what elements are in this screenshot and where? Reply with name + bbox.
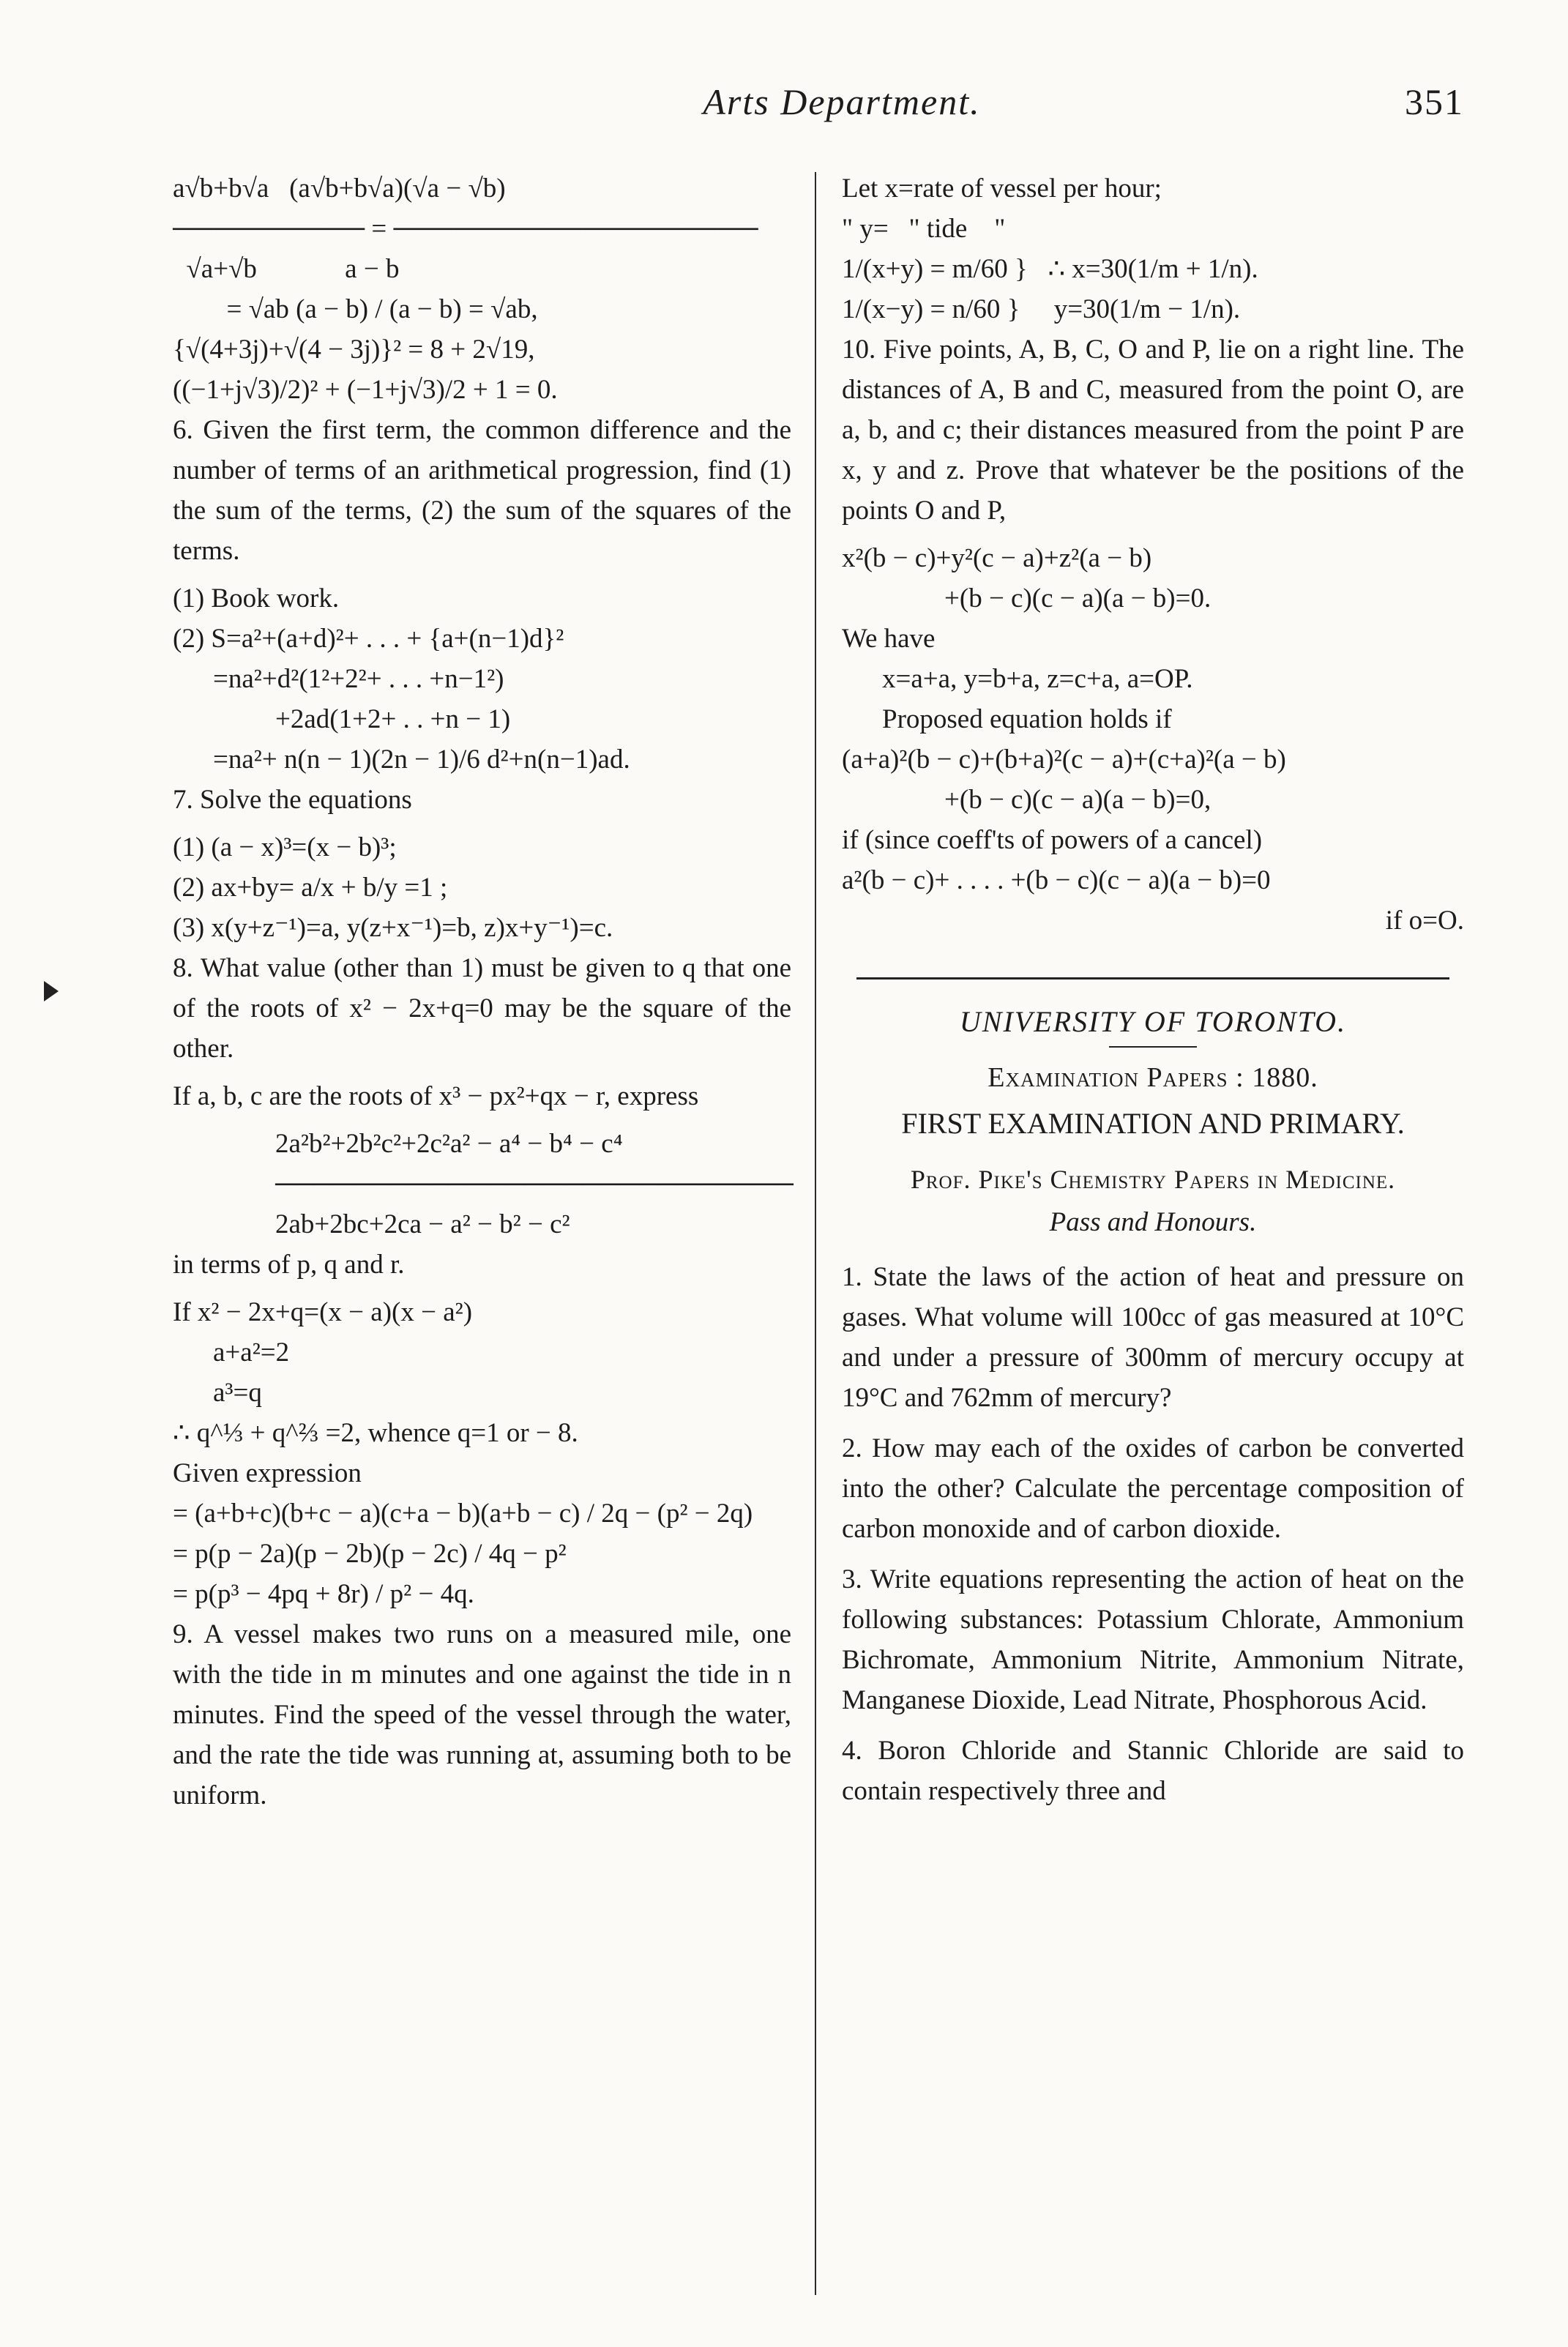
text-paragraph: 6. Given the first term, the common difference and the number of terms of an arithmetical progression, find (1) the sum of the terms, (2) the sum of the squares of the terms. [173,415,791,566]
equation-line: x=a+a, y=b+a, z=c+a, a=OP. [882,664,1193,694]
subject-heading: Prof. Pike's Chemistry Papers in Medicine. [910,1165,1396,1194]
equation-line: a²(b − c)+ . . . . +(b − c)(c − a)(a − b)=0 [842,865,1271,895]
equation-line: ────────── = ─────────────────── [173,214,758,244]
equation-line: 1/(x+y) = m/60 } ∴ x=30(1/m + 1/n). [842,254,1258,284]
text-paragraph: If a, b, c are the roots of x³ − px²+qx − r, express [173,1081,699,1111]
margin-marker-icon [44,981,59,1001]
equation-line: 1/(x−y) = n/60 } y=30(1/m − 1/n). [842,294,1241,324]
equation-line: {√(4+3j)+√(4 − 3j)}² = 8 + 2√19, [173,335,535,365]
exam-question: 1. State the laws of the action of heat and pressure on gases. What volume will 100cc of gas measured at 10°C and under a pressure of 300mm of mercury occupy at 19°C and 762mm of mercury? [842,1262,1464,1413]
equation-line: Given expression [173,1458,362,1488]
equation-line: x²(b − c)+y²(c − a)+z²(a − b) [842,543,1152,573]
equation-line: +2ad(1+2+ . . +n − 1) [275,704,511,734]
equation-line: a√b+b√a (a√b+b√a)(√a − √b) [173,173,506,204]
level-heading: Pass and Honours. [1049,1207,1257,1237]
equation-line: (2) ax+by= a/x + b/y =1 ; [173,873,448,903]
left-column [173,168,794,1823]
equation-line: (1) Book work. [173,583,340,613]
page-number: 351 [1405,81,1464,122]
exam-question: 2. How may each of the oxides of carbon be converted into the other? Calculate the percentage composition of carbon monoxide and of carbon dioxide. [842,1433,1464,1544]
equation-line: a+a²=2 [213,1337,290,1367]
exam-question: 3. Write equations representing the action of heat on the following substances: Potassium Chlorate, Ammonium Bichromate, Ammonium Nitrite, Ammonium Nitrate, Manganese Dioxide, Lead Nitrate, Phosphorous Acid. [842,1564,1464,1715]
running-title: Arts Department. [703,81,981,122]
equation-line: (3) x(y+z⁻¹)=a, y(z+x⁻¹)=b, z)x+y⁻¹)=c. [173,913,613,943]
equation-line: 2a²b²+2b²c²+2c²a² − a⁴ − b⁴ − c⁴ [275,1129,623,1159]
equation-line: Proposed equation holds if [882,704,1172,734]
short-divider [1109,1046,1197,1048]
exam-question: 4. Boron Chloride and Stannic Chloride are said to contain respectively three and [842,1736,1464,1806]
equation-line: +(b − c)(c − a)(a − b)=0, [944,785,1212,815]
text-paragraph: in terms of p, q and r. [173,1250,405,1280]
text-paragraph: 7. Solve the equations [173,785,412,815]
equation-line: ((−1+j√3)/2)² + (−1+j√3)/2 + 1 = 0. [173,375,558,405]
equation-line: = p(p − 2a)(p − 2b)(p − 2c) / 4q − p² [173,1539,567,1569]
exam-title: FIRST EXAMINATION AND PRIMARY. [901,1107,1405,1140]
section-rule [856,977,1449,980]
equation-line: if (since coeff'ts of powers of a cancel) [842,825,1263,855]
equation-line: If x² − 2x+q=(x − a)(x − a²) [173,1297,473,1327]
equation-line: +(b − c)(c − a)(a − b)=0. [944,583,1212,613]
equation-line: 2ab+2bc+2ca − a² − b² − c² [275,1209,570,1239]
text-paragraph: 9. A vessel makes two runs on a measured mile, one with the tide in m minutes and one against the tide in n minutes. Find the speed of the vessel through the water, and the rate the tide was running at, assuming both to be uniform. [173,1619,791,1810]
equation-line: (1) (a − x)³=(x − b)³; [173,832,397,862]
equation-line: = p(p³ − 4pq + 8r) / p² − 4q. [173,1579,474,1609]
equation-line: Let x=rate of vessel per hour; [842,173,1162,204]
equation-line: a³=q [213,1378,262,1408]
university-heading: UNIVERSITY OF TORONTO. [959,1005,1347,1038]
question-list [842,1257,1464,1811]
equation-line: if o=O. [1385,906,1464,936]
equation-line: " y= " tide " [842,214,1006,244]
equation-line: = √ab (a − b) / (a − b) = √ab, [213,294,538,324]
right-column [842,168,1464,1821]
equation-line: = (a+b+c)(b+c − a)(c+a − b)(a+b − c) / 2q − (p² − 2q) [173,1499,753,1529]
equation-line: ─────────────────────────── [275,1169,794,1199]
equation-line: (a+a)²(b − c)+(b+a)²(c − a)+(c+a)²(a − b) [842,745,1286,775]
column-divider [815,172,816,2295]
equation-line: =na²+d²(1²+2²+ . . . +n−1²) [213,664,504,694]
page-header [146,81,1464,139]
text-paragraph: 10. Five points, A, B, C, O and P, lie on a right line. The distances of A, B and C, measured from the point O, are a, b, and c; their distances measured from the point P are x, y and z. Prove that whatever be the positions of the points O and P, [842,335,1464,526]
text-paragraph: 8. What value (other than 1) must be given to q that one of the roots of x² − 2x+q=0 may be the square of the other. [173,953,791,1064]
equation-line: ∴ q^⅓ + q^⅔ =2, whence q=1 or − 8. [173,1418,578,1448]
solution-block [842,168,1464,941]
equation-line: √a+√b a − b [173,254,400,284]
exam-papers-heading: Examination Papers : 1880. [988,1062,1318,1093]
equation-line: (2) S=a²+(a+d)²+ . . . + {a+(n−1)d}² [173,624,564,654]
equation-line: =na²+ n(n − 1)(2n − 1)/6 d²+n(n−1)ad. [213,745,630,775]
equation-line: We have [842,624,936,654]
